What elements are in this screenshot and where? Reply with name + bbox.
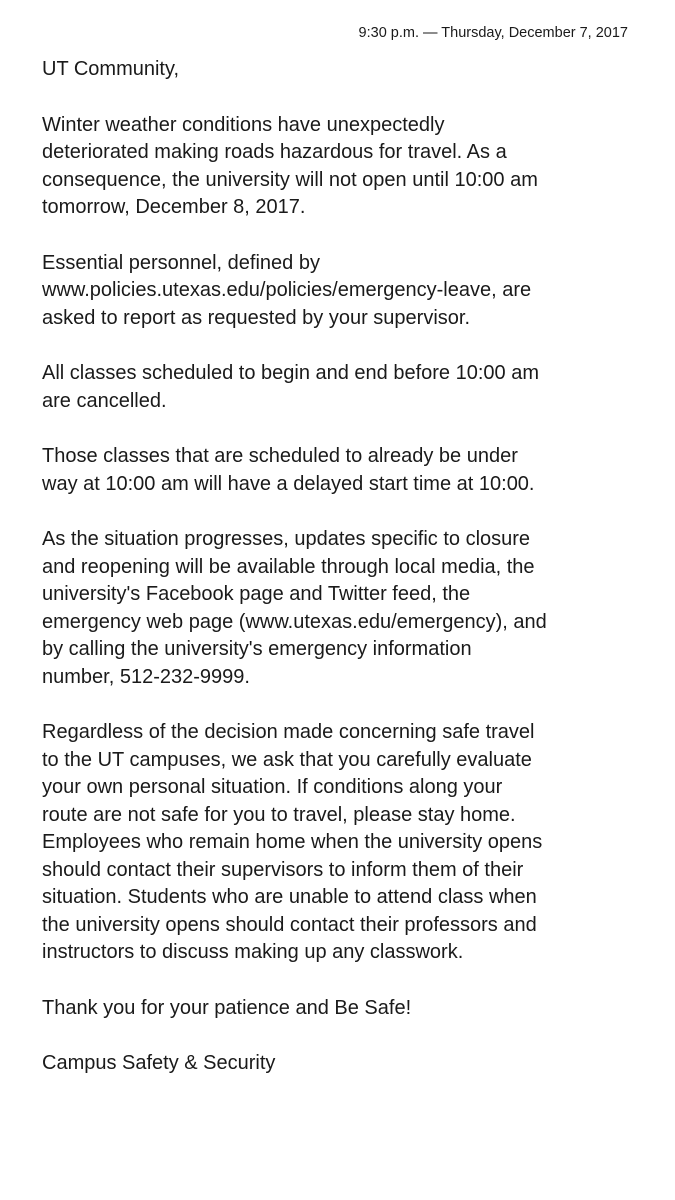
paragraph-essential-personnel: Essential personnel, defined by www.policies.utexas.edu/policies/emergency-leave, are asked to report as requested by your supervisor. [42, 251, 532, 329]
paragraph-cancelled-classes: All classes scheduled to begin and end before 10:00 am are cancelled. [42, 362, 540, 412]
paragraph-updates: As the situation progresses, updates specific to closure and reopening will be available through local media, the university's Facebook page and Twitter feed, the emergency web page (www.utexas.edu/emergency), and by calling the university's emergency information number, 512-232-9999. [42, 528, 547, 688]
signature: Campus Safety & Security [42, 1052, 276, 1074]
paragraph-delayed-classes: Those classes that are scheduled to already be under way at 10:00 am will have a delayed start time at 10:00. [42, 445, 535, 495]
dateline: 9:30 p.m. — Thursday, December 7, 2017 [358, 25, 628, 41]
paragraph-weather: Winter weather conditions have unexpectedly deteriorated making roads hazardous for travel. As a consequence, the university will not open until 10:00 am tomorrow, December 8, 2017. [42, 113, 538, 218]
paragraph-personal-safety: Regardless of the decision made concerning safe travel to the UT campuses, we ask that you carefully evaluate your own personal situation. If conditions along your route are not safe for you to travel, please stay home. Employees who remain home when the university opens should contact their supervisors to inform them of their situation. Students who are unable to attend class when the university opens should contact their professors and instructors to discuss making up any classwork. [42, 721, 543, 963]
greeting: UT Community, [42, 58, 180, 80]
notice-body [42, 56, 642, 1106]
closing-line: Thank you for your patience and Be Safe! [42, 996, 412, 1019]
